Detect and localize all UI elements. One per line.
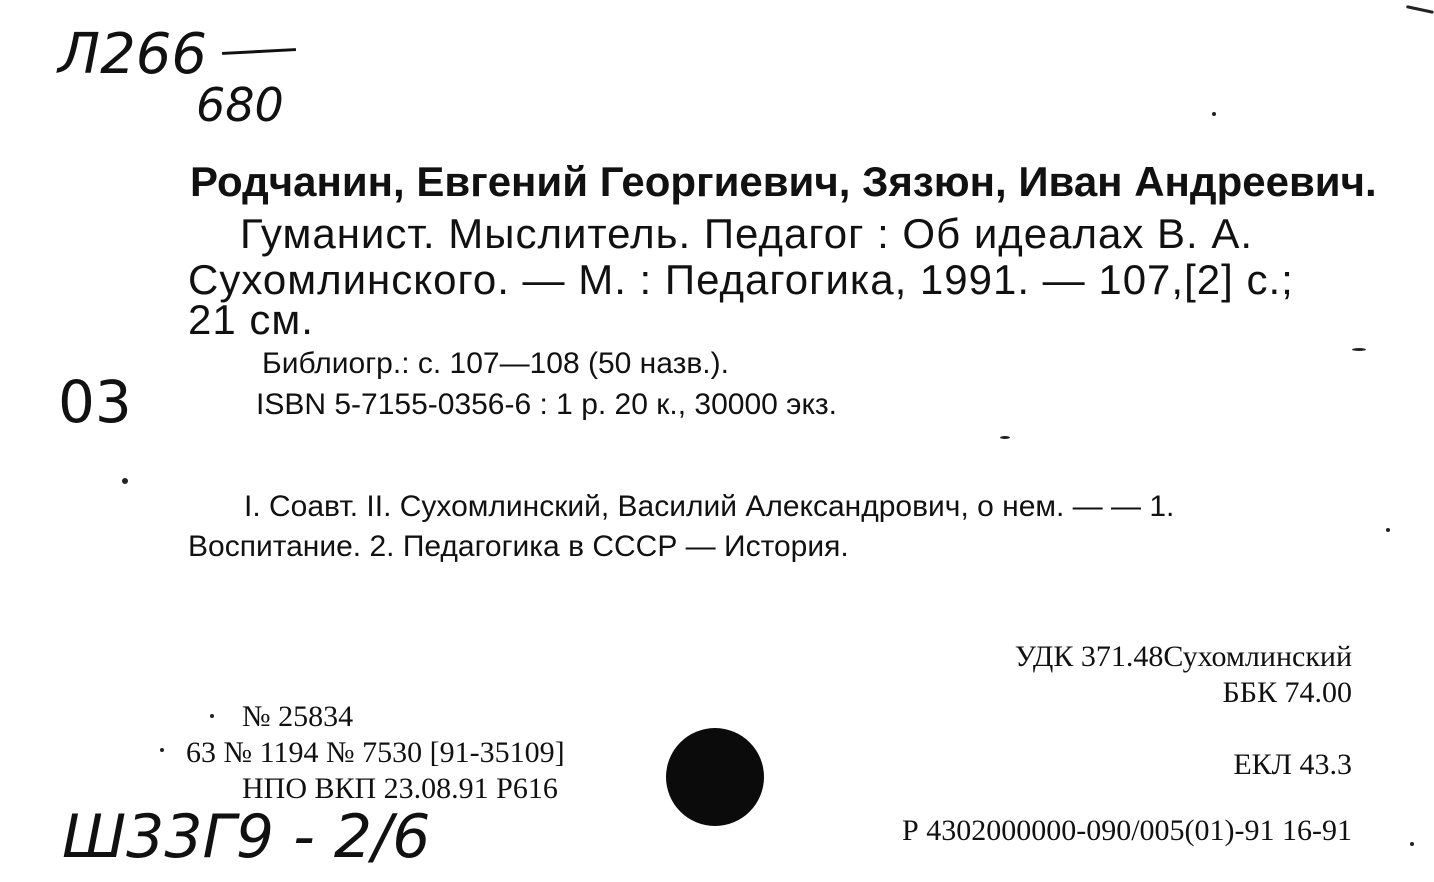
scan-speck: [160, 748, 164, 752]
handwritten-fraction-line: [222, 48, 296, 55]
entry-tracing-line-2: Воспитание. 2. Педагогика в СССР — История.: [188, 530, 849, 563]
entry-bibliography: Библиогр.: с. 107—108 (50 назв.).: [262, 347, 729, 380]
scan-speck: [1406, 5, 1434, 14]
punch-hole: [666, 728, 764, 826]
handwritten-top-code: Л266: [58, 22, 207, 87]
handwritten-side-code: 03: [58, 368, 132, 436]
udk-code: УДК 371.48Сухомлинский: [1014, 640, 1352, 673]
registration-line-3: НПО ВКП 23.08.91 Р616: [242, 772, 558, 805]
entry-title-line-2: Сухомлинского. — М. : Педагогика, 1991. — 107,[2] с.;: [188, 256, 1294, 303]
entry-title-line-3: 21 см.: [188, 296, 314, 343]
entry-title-line-1: Гуманист. Мыслитель. Педагог : Об идеалах В. А.: [240, 210, 1254, 257]
handwritten-bottom-code: Ш33Г9 - 2/6: [62, 802, 431, 872]
scan-speck: [1386, 528, 1390, 532]
entry-isbn: ISBN 5-7155-0356-6 : 1 р. 20 к., 30000 экз.: [256, 388, 838, 421]
ekl-code: ЕКЛ 43.3: [1233, 748, 1352, 781]
scan-speck: [122, 478, 128, 484]
entry-tracing-line-1: I. Соавт. II. Сухомлинский, Василий Александрович, о нем. — — 1.: [244, 490, 1175, 523]
publisher-code: Р 4302000000-090/005(01)-91 16-91: [902, 814, 1352, 847]
registration-line-2: 63 № 1194 № 7530 [91-35109]: [186, 736, 565, 769]
scan-speck: [1352, 348, 1366, 351]
registration-number: № 25834: [242, 700, 354, 733]
entry-authors: Родчанин, Евгений Георгиевич, Зязюн, Иван Андреевич.: [190, 158, 1377, 205]
scan-speck: [1410, 842, 1414, 846]
scan-speck: [1000, 436, 1010, 439]
scan-speck: [210, 714, 214, 718]
bbk-code: ББК 74.00: [1222, 676, 1352, 709]
handwritten-top-sub: 680: [196, 78, 284, 132]
scan-speck: [1212, 112, 1216, 116]
